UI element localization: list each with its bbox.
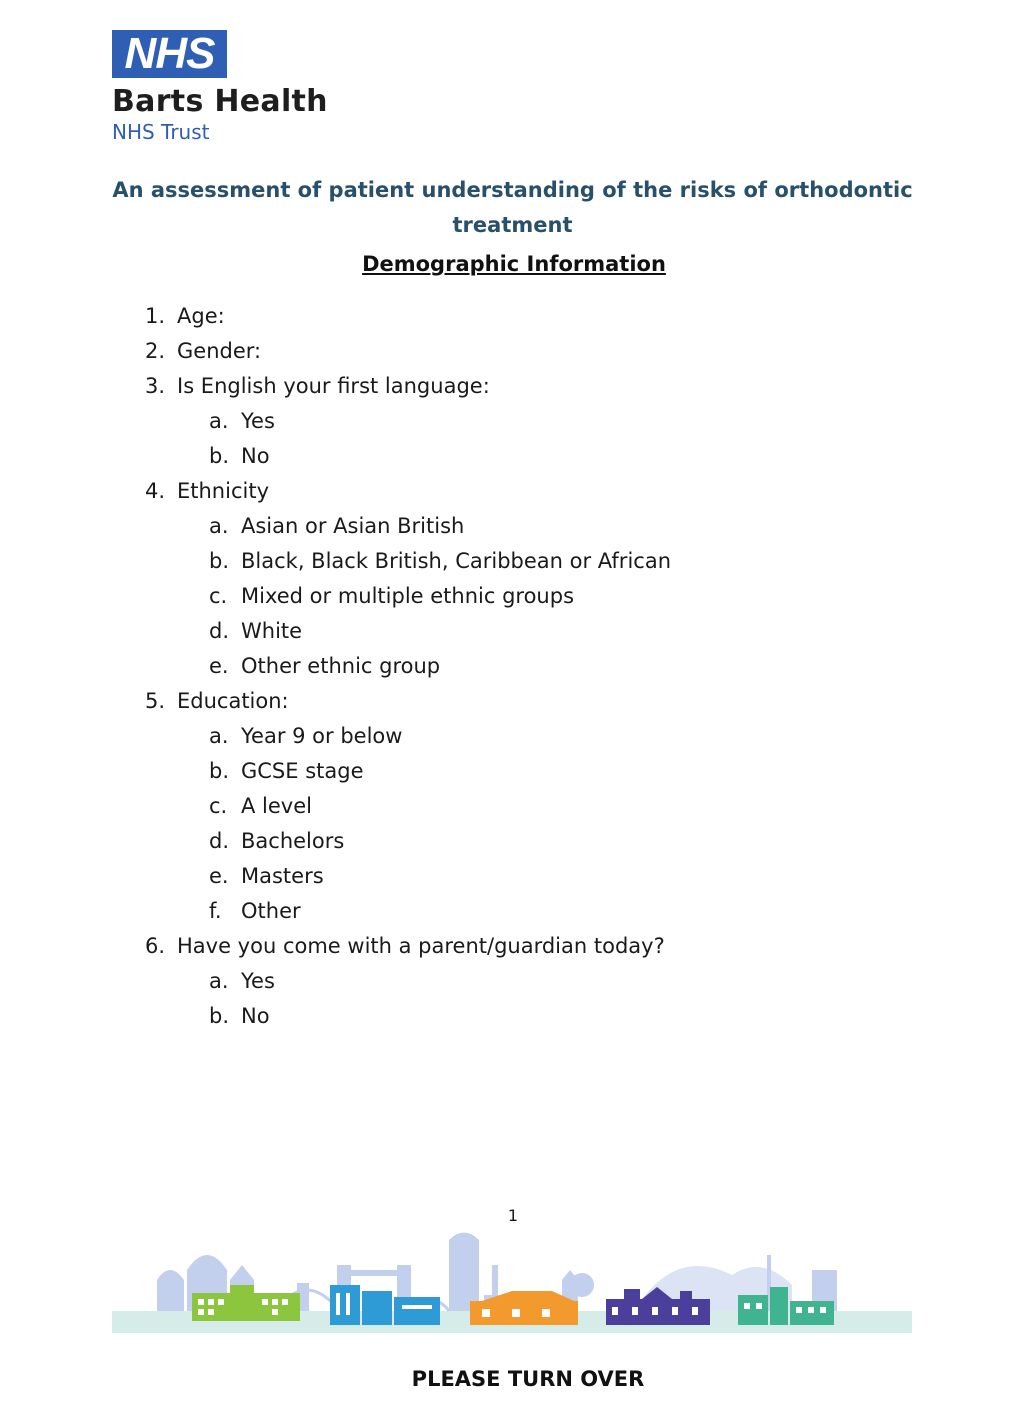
option-text: Yes (241, 969, 275, 993)
question-list (145, 299, 671, 1034)
question-number: 6. (145, 934, 166, 958)
answer-option (145, 649, 671, 684)
option-text: Mixed or multiple ethnic groups (241, 584, 575, 608)
option-letter: d. (209, 619, 230, 643)
option-text: Year 9 or below (241, 724, 403, 748)
document-title: An assessment of patient understanding of the risks of orthodontic treatment (112, 178, 913, 237)
question-text: Have you come with a parent/guardian today? (177, 934, 665, 958)
question-text: Gender: (177, 339, 262, 363)
option-text: No (241, 444, 270, 468)
nhs-logo (112, 30, 227, 78)
option-text: Yes (241, 409, 275, 433)
option-text: White (241, 619, 303, 643)
organisation-subtitle: NHS Trust (112, 120, 210, 144)
answer-option (145, 894, 671, 929)
question-text: Age: (177, 304, 225, 328)
answer-option (145, 719, 671, 754)
question-1 (145, 299, 671, 334)
answer-option (145, 859, 671, 894)
answer-option (145, 439, 671, 474)
option-text: Black, Black British, Caribbean or African (241, 549, 671, 573)
option-letter: c. (209, 794, 228, 818)
question-5 (145, 684, 671, 719)
option-text: A level (241, 794, 312, 818)
answer-option (145, 404, 671, 439)
organisation-name: Barts Health (112, 84, 328, 119)
option-letter: e. (209, 654, 229, 678)
question-4 (145, 474, 671, 509)
option-letter: a. (209, 409, 229, 433)
option-text: Bachelors (241, 829, 345, 853)
option-letter: a. (209, 969, 229, 993)
option-text: Other (241, 899, 301, 923)
option-letter: a. (209, 514, 229, 538)
question-number: 2. (145, 339, 166, 363)
answer-option (145, 579, 671, 614)
answer-option (145, 964, 671, 999)
answer-option (145, 509, 671, 544)
page-number: 1 (507, 1206, 519, 1225)
question-text: Is English your first language: (177, 374, 490, 398)
nhs-logo-text: NHS (124, 29, 215, 78)
answer-option (145, 614, 671, 649)
answer-option (145, 754, 671, 789)
question-3 (145, 369, 671, 404)
option-letter: d. (209, 829, 230, 853)
question-6 (145, 929, 671, 964)
question-number: 4. (145, 479, 166, 503)
answer-option (145, 824, 671, 859)
option-letter: a. (209, 724, 229, 748)
option-letter: b. (209, 759, 230, 783)
answer-option (145, 789, 671, 824)
question-number: 5. (145, 689, 166, 713)
london-skyline-illustration (112, 1225, 912, 1337)
option-letter: b. (209, 1004, 230, 1028)
answer-option (145, 544, 671, 579)
option-text: Other ethnic group (241, 654, 441, 678)
question-number: 1. (145, 304, 166, 328)
question-number: 3. (145, 374, 166, 398)
turn-over-notice: PLEASE TURN OVER (411, 1367, 645, 1391)
section-heading: Demographic Information (362, 252, 666, 276)
option-letter: e. (209, 864, 229, 888)
answer-option (145, 999, 671, 1034)
option-text: Asian or Asian British (241, 514, 465, 538)
option-letter: b. (209, 444, 230, 468)
option-letter: b. (209, 549, 230, 573)
question-text: Education: (177, 689, 289, 713)
option-text: GCSE stage (241, 759, 364, 783)
option-text: Masters (241, 864, 324, 888)
option-letter: f. (209, 899, 222, 923)
option-letter: c. (209, 584, 228, 608)
question-text: Ethnicity (177, 479, 269, 503)
question-2 (145, 334, 671, 369)
option-text: No (241, 1004, 270, 1028)
